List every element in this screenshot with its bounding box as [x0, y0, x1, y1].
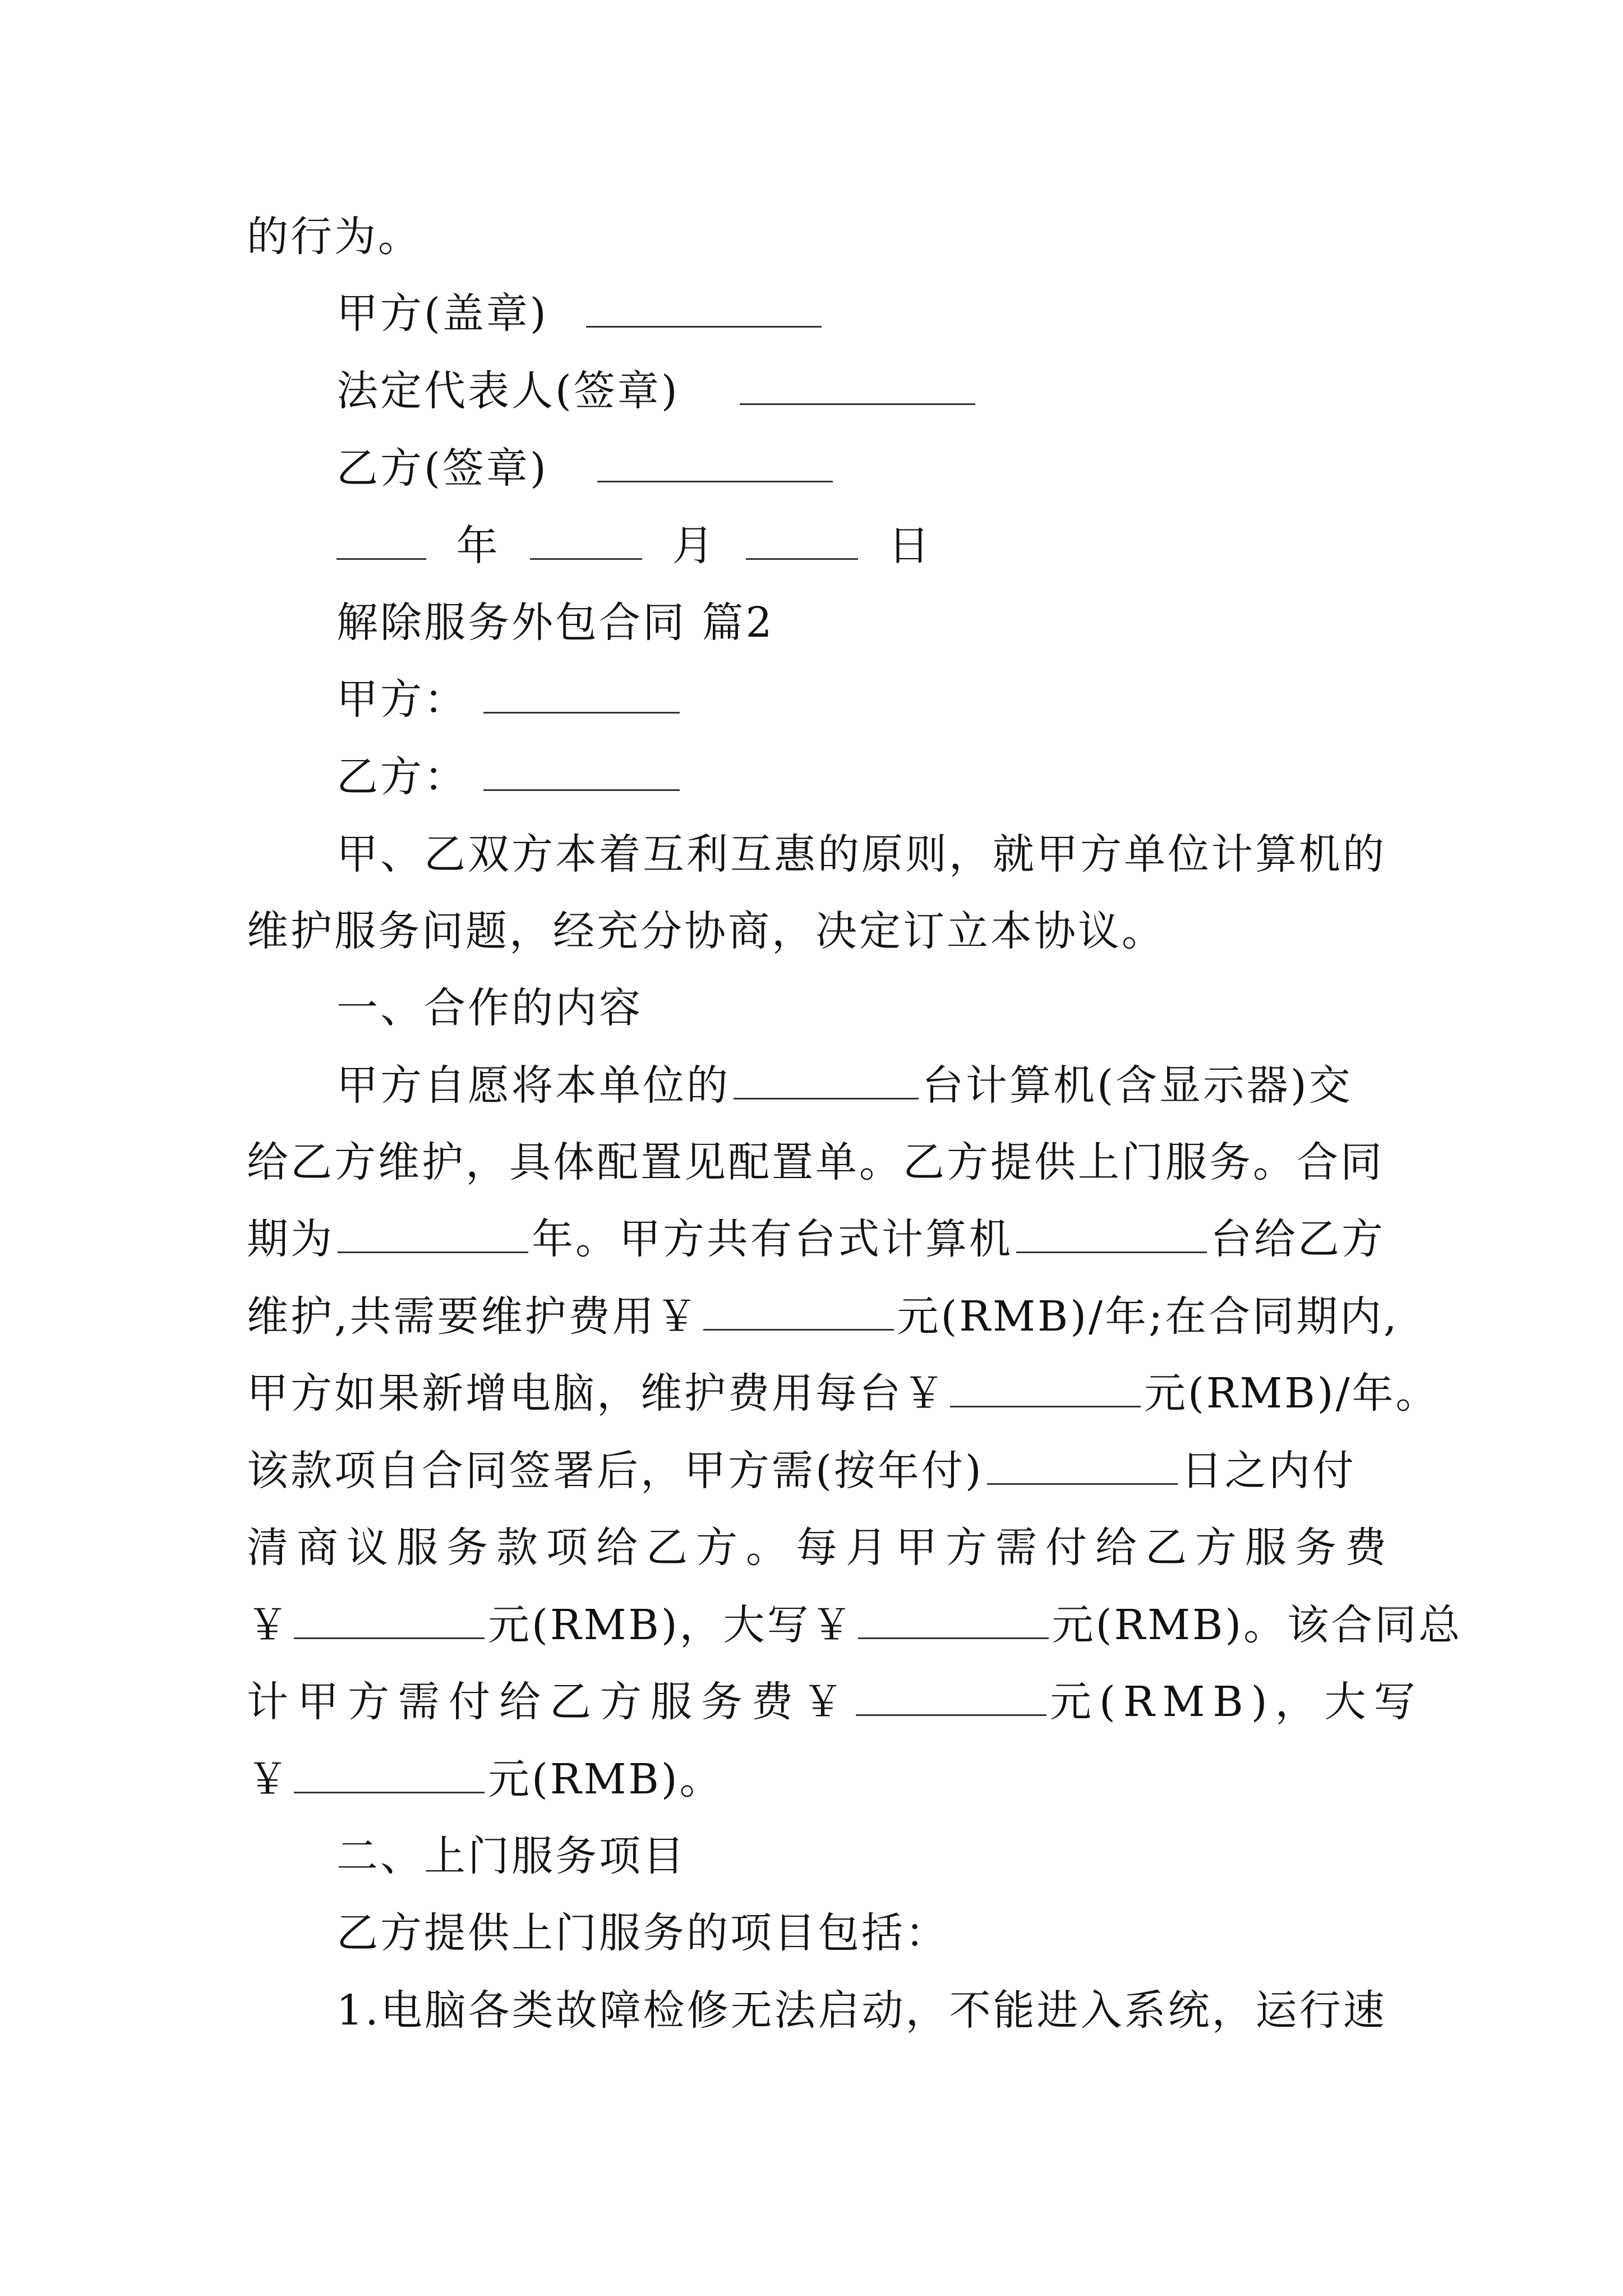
text: 元(RMB)。该合同总 — [1052, 1601, 1463, 1649]
text: 1.电脑各类故障检修无法启动，不能进入系统，运行速 — [336, 1986, 1387, 2035]
heading-text: 二、上门服务项目 — [336, 1832, 686, 1880]
text: 台给乙方 — [1210, 1215, 1385, 1263]
text: 元(RMB)，大写￥ — [488, 1601, 855, 1649]
text: 日之内付 — [1181, 1447, 1356, 1495]
label: 乙方(签章) — [336, 444, 548, 493]
heading-text: 一、合作的内容 — [336, 984, 643, 1032]
fill-blank[interactable] — [483, 673, 680, 714]
text: 计甲方需付给乙方服务费￥ — [247, 1678, 852, 1726]
text: 元(RMB)/年;在合同期内, — [897, 1292, 1399, 1341]
fill-blank[interactable] — [586, 287, 822, 328]
paragraph-line — [247, 1365, 1440, 1421]
paragraph-line — [336, 1905, 949, 1961]
text: ￥ — [247, 1755, 291, 1803]
label: 甲方(盖章) — [336, 289, 548, 338]
paragraph-line — [247, 903, 1165, 959]
fill-blank[interactable] — [856, 1675, 1046, 1716]
fill-blank[interactable] — [734, 1059, 919, 1099]
fill-blank[interactable] — [597, 441, 833, 482]
text: 元(RMB)，大写 — [1050, 1678, 1423, 1726]
heading-cooperation — [336, 980, 643, 1036]
fill-blank[interactable] — [294, 1752, 485, 1793]
text-line-1 — [247, 209, 422, 265]
day-blank[interactable] — [746, 519, 858, 560]
party-a-line — [336, 671, 683, 728]
text: 年。甲方共有台式计算机 — [532, 1215, 1013, 1263]
text: 清商议服务款项给乙方。每月甲方需付给乙方服务费 — [247, 1524, 1395, 1572]
fill-blank[interactable] — [1016, 1212, 1207, 1253]
text: 维护服务问题，经充分协商，决定订立本协议。 — [247, 907, 1165, 955]
day-label: 日 — [888, 522, 932, 570]
paragraph-line — [336, 826, 1386, 882]
sign-line-party-a — [336, 286, 825, 342]
fill-blank[interactable] — [483, 750, 680, 791]
fill-blank[interactable] — [950, 1366, 1141, 1407]
text: 甲方如果新增电脑，维护费用每台￥ — [247, 1369, 947, 1418]
paragraph-line — [247, 1520, 1395, 1576]
paragraph-line — [247, 1597, 1462, 1653]
fill-blank[interactable] — [987, 1444, 1178, 1485]
fill-blank[interactable] — [294, 1598, 485, 1639]
sign-line-party-b — [336, 440, 836, 496]
heading-onsite-services — [336, 1828, 686, 1884]
text: 的行为。 — [247, 213, 422, 261]
paragraph-line — [247, 1289, 1399, 1345]
date-line — [336, 518, 943, 574]
paragraph-line — [247, 1211, 1385, 1267]
label: 甲方： — [336, 675, 468, 724]
list-item — [336, 1982, 1387, 2039]
paragraph-line — [247, 1674, 1423, 1730]
year-label: 年 — [456, 522, 500, 570]
text: 期为 — [247, 1215, 334, 1263]
text: 台计算机(含显示器)交 — [922, 1061, 1353, 1110]
text: 给乙方维护，具体配置见配置单。乙方提供上门服务。合同 — [247, 1138, 1384, 1186]
fill-blank[interactable] — [703, 1290, 894, 1331]
text: ￥ — [247, 1601, 291, 1649]
fill-blank[interactable] — [338, 1212, 528, 1253]
paragraph-line — [247, 1751, 723, 1807]
sign-line-legal-rep — [336, 363, 979, 419]
text: 元(RMB)/年。 — [1144, 1369, 1440, 1418]
fill-blank[interactable] — [858, 1598, 1049, 1639]
title-text: 解除服务外包合同 篇2 — [336, 599, 774, 647]
label: 法定代表人(签章) — [336, 367, 680, 415]
month-blank[interactable] — [530, 519, 642, 560]
text: 维护,共需要维护费用￥ — [247, 1292, 700, 1341]
label: 乙方： — [336, 753, 468, 801]
party-b-line — [336, 749, 683, 805]
section-title — [336, 595, 774, 651]
text: 该款项自合同签署后，甲方需(按年付) — [247, 1447, 984, 1495]
paragraph-line — [247, 1443, 1356, 1499]
text: 乙方提供上门服务的项目包括： — [336, 1909, 949, 1957]
fill-blank[interactable] — [740, 364, 975, 405]
month-label: 月 — [672, 522, 716, 570]
text: 元(RMB)。 — [488, 1755, 723, 1803]
paragraph-line — [336, 1057, 1353, 1114]
text: 甲、乙双方本着互利互惠的原则，就甲方单位计算机的 — [336, 830, 1386, 878]
year-blank[interactable] — [336, 519, 426, 560]
paragraph-line — [247, 1134, 1384, 1190]
text: 甲方自愿将本单位的 — [336, 1061, 730, 1110]
